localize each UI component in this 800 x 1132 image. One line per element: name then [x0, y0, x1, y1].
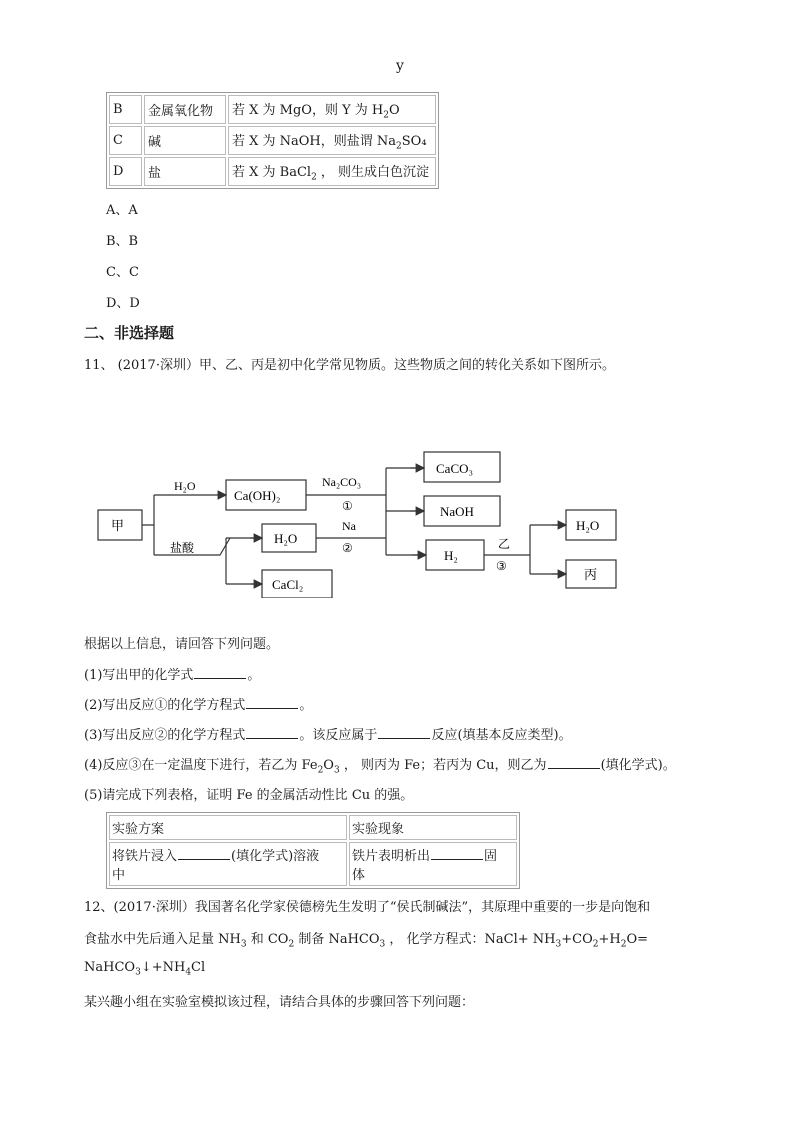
label-naoh: NaOH: [440, 504, 474, 519]
table-cell: [228, 157, 436, 186]
q12-line3: [84, 960, 205, 978]
text: (1)写出甲的化学式: [84, 668, 194, 683]
q11-prompt: 根据以上信息，请回答下列问题。: [84, 637, 280, 652]
text: Cl: [191, 960, 206, 975]
text: 反应(填基本反应类型)。: [431, 728, 572, 743]
subscript: 2: [592, 939, 599, 950]
label-h2: H₂: [444, 548, 458, 563]
table-cell: C: [109, 126, 142, 155]
text: (填化学式)。: [600, 758, 676, 773]
table-cell: [228, 126, 436, 155]
text: (3)写出反应②的化学方程式: [84, 728, 246, 743]
subscript: 3: [379, 939, 386, 950]
text: ， 化学方程式：NaCl+ NH: [385, 932, 556, 947]
experiment-table: [106, 812, 520, 889]
q12-line4: 某兴趣小组在实验室模拟该过程，请结合具体的步骤回答下列问题：: [84, 995, 475, 1010]
text: 制备 NaHCO: [294, 932, 380, 947]
text: (4)反应③在一定温度下进行，若乙为 Fe: [84, 758, 318, 773]
text: 铁片表明析出: [352, 849, 431, 864]
table-cell: 金属氧化物: [144, 95, 226, 124]
answer-blank[interactable]: [194, 666, 246, 679]
cell-text: SO₄: [401, 133, 427, 149]
subscript: 3: [240, 939, 247, 950]
q12-line2: [84, 928, 648, 950]
cell-text: O: [389, 102, 400, 118]
label-h2o-out: H₂O: [576, 518, 600, 533]
table-cell: [109, 842, 347, 886]
subscript: 2: [317, 765, 324, 776]
text: ， 则丙为 Fe；若丙为 Cu，则乙为: [339, 758, 547, 773]
label-na2co3: Na₂CO₃: [322, 475, 362, 489]
choice-c[interactable]: C、C: [106, 265, 139, 280]
text: (填化学式)溶液: [231, 849, 320, 864]
label-h2o-top: H₂O: [174, 479, 196, 493]
label-r1: ①: [342, 499, 353, 513]
subscript: 4: [185, 967, 192, 978]
text: 。该反应属于: [299, 728, 378, 743]
text: 。: [299, 698, 313, 713]
q11-part4: [84, 754, 676, 776]
label-cacl2: CaCl₂: [272, 577, 304, 592]
table-cell: 盐: [144, 157, 226, 186]
table-row: [109, 815, 517, 840]
q12-line1: 12、(2017·深圳）我国著名化学家侯德榜先生发明了“侯氏制碱法”，其原理中重要的一步是向饱和: [84, 900, 651, 915]
text: 中: [112, 868, 126, 883]
q11-part3: [84, 724, 572, 743]
subscript: 2: [620, 939, 627, 950]
cell-text: 若 X 为 BaCl: [232, 164, 312, 180]
choice-b[interactable]: B、B: [106, 234, 139, 249]
answer-blank[interactable]: [378, 726, 430, 739]
choice-a[interactable]: A、A: [106, 203, 138, 218]
label-bing: 丙: [584, 567, 598, 582]
reaction-diagram: [90, 448, 650, 598]
text: 将铁片浸入: [112, 849, 178, 864]
page-header-char: y: [396, 58, 404, 74]
label-caoh2: Ca(OH)₂: [234, 488, 281, 503]
q11-part5: (5)请完成下列表格，证明 Fe 的金属活动性比 Cu 的强。: [84, 788, 414, 803]
answer-blank[interactable]: [178, 847, 230, 860]
subscript: 2: [383, 110, 389, 121]
table-cell: D: [109, 157, 142, 186]
subscript: 2: [288, 939, 295, 950]
cell-text: 若 X 为 NaOH，则盐谓 Na: [232, 133, 397, 149]
q11-part1: [84, 664, 260, 683]
text: O=: [626, 932, 649, 947]
label-yi: 乙: [498, 537, 511, 551]
label-na: Na: [342, 519, 356, 533]
text: (2)写出反应①的化学方程式: [84, 698, 246, 713]
text: 。: [247, 668, 261, 683]
answer-blank[interactable]: [548, 756, 600, 769]
label-h2o-box: H₂O: [274, 531, 298, 546]
text: 体: [352, 868, 366, 883]
table-row: [109, 126, 436, 155]
subscript: 2: [396, 141, 402, 152]
q11-part2: [84, 694, 312, 713]
label-caco3: CaCO₃: [436, 461, 474, 476]
subscript: 3: [555, 939, 562, 950]
subscript: 2: [311, 172, 317, 183]
table-cell: [228, 95, 436, 124]
text: 食盐水中先后通入足量 NH: [84, 932, 241, 947]
text: 固: [484, 849, 498, 864]
label-r2: ②: [342, 541, 353, 555]
answer-blank[interactable]: [431, 847, 483, 860]
table-header: 实验方案: [109, 815, 347, 840]
answer-blank[interactable]: [246, 726, 298, 739]
cell-text: ， 则生成白色沉淀: [316, 164, 430, 180]
text: 和 CO: [246, 932, 289, 947]
table-cell: [349, 842, 517, 886]
choice-d[interactable]: D、D: [106, 296, 140, 311]
table-row: [109, 95, 436, 124]
text: +H: [598, 932, 621, 947]
table-row: [109, 157, 436, 186]
text: ↓+NH: [140, 960, 186, 975]
label-jia: 甲: [111, 518, 125, 533]
q11-intro: 11、 (2017·深圳）甲、乙、丙是初中化学常见物质。这些物质之间的转化关系如下图所示。: [84, 358, 615, 373]
section-title: 二、非选择题: [84, 324, 175, 342]
label-hcl: 盐酸: [170, 541, 195, 555]
table-cell: B: [109, 95, 142, 124]
table-row: [109, 842, 517, 886]
option-table: [106, 92, 439, 189]
text: O: [323, 758, 334, 773]
cell-text: 若 X 为 MgO，则 Y 为 H: [232, 102, 384, 118]
label-r3: ③: [496, 559, 507, 573]
subscript: 3: [333, 765, 340, 776]
text: +CO: [561, 932, 593, 947]
text: NaHCO: [84, 960, 136, 975]
answer-blank[interactable]: [246, 696, 298, 709]
table-header: 实验现象: [349, 815, 517, 840]
subscript: 3: [135, 967, 141, 978]
table-cell: 碱: [144, 126, 226, 155]
